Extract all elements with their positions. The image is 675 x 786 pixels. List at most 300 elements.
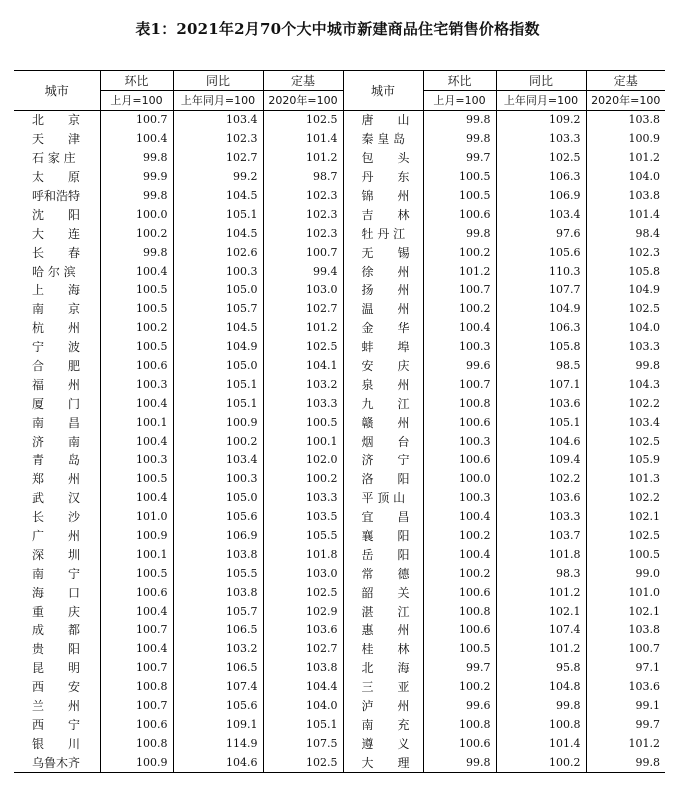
yoy-right-cell: 98.3 bbox=[496, 564, 586, 583]
fixed-left-cell: 103.5 bbox=[263, 508, 343, 527]
city-left-cell: 宁 波 bbox=[32, 340, 81, 355]
city-left-cell: 昆 明 bbox=[32, 661, 81, 676]
city-left-cell: 杭 州 bbox=[32, 321, 81, 336]
fixed-right-cell: 99.8 bbox=[586, 357, 665, 376]
table-row bbox=[14, 243, 665, 262]
fixed-right-cell: 102.5 bbox=[586, 432, 665, 451]
city-left-cell: 银 川 bbox=[32, 736, 81, 751]
fixed-left-cell: 103.8 bbox=[263, 659, 343, 678]
city-left-cell: 南 京 bbox=[32, 302, 81, 317]
fixed-left-cell: 104.1 bbox=[263, 357, 343, 376]
fixed-left-cell: 101.4 bbox=[263, 130, 343, 149]
fixed-right-cell: 100.5 bbox=[586, 545, 665, 564]
city-right-cell: 扬 州 bbox=[343, 281, 423, 300]
yoy-right-cell: 101.8 bbox=[496, 545, 586, 564]
fixed-base-left: 2020年=100 bbox=[263, 91, 343, 111]
city-left-cell: 福 州 bbox=[32, 377, 81, 392]
mom-left-cell: 100.7 bbox=[100, 621, 173, 640]
fixed-right-cell: 99.1 bbox=[586, 697, 665, 716]
mom-left-cell: 100.5 bbox=[100, 281, 173, 300]
table-title: 表1：2021年2月70个大中城市新建商品住宅销售价格指数 bbox=[135, 20, 540, 38]
fixed-right-cell: 104.0 bbox=[586, 168, 665, 187]
city-right-cell: 南 充 bbox=[343, 716, 423, 735]
city-right-cell: 岳 阳 bbox=[343, 545, 423, 564]
fixed-left-cell: 105.1 bbox=[263, 716, 343, 735]
table-row bbox=[14, 149, 665, 168]
city-right-cell: 三 亚 bbox=[343, 678, 423, 697]
yoy-right-cell: 100.2 bbox=[496, 753, 586, 772]
yoy-right-cell: 99.8 bbox=[496, 697, 586, 716]
table-row bbox=[14, 413, 665, 432]
mom-base-right: 上月=100 bbox=[423, 91, 496, 111]
mom-right-cell: 100.6 bbox=[423, 734, 496, 753]
yoy-right-cell: 102.2 bbox=[496, 470, 586, 489]
yoy-left-cell: 106.5 bbox=[173, 621, 263, 640]
yoy-left-cell: 106.9 bbox=[173, 527, 263, 546]
mom-right-cell: 100.6 bbox=[423, 205, 496, 224]
fixed-right-cell: 103.8 bbox=[586, 621, 665, 640]
city-right-cell: 温 州 bbox=[343, 300, 423, 319]
city-left-cell: 重 庆 bbox=[32, 604, 81, 619]
table-row bbox=[14, 640, 665, 659]
table-row bbox=[14, 583, 665, 602]
mom-left-cell: 100.9 bbox=[100, 527, 173, 546]
mom-right-cell: 100.3 bbox=[423, 489, 496, 508]
yoy-left-cell: 105.1 bbox=[173, 205, 263, 224]
city-left-cell: 合 肥 bbox=[32, 359, 81, 374]
mom-right-cell: 100.7 bbox=[423, 375, 496, 394]
yoy-left-cell: 103.4 bbox=[173, 451, 263, 470]
yoy-right-cell: 102.1 bbox=[496, 602, 586, 621]
fixed-left-cell: 101.2 bbox=[263, 149, 343, 168]
mom-right-cell: 99.8 bbox=[423, 224, 496, 243]
fixed-right-cell: 102.5 bbox=[586, 300, 665, 319]
fixed-right-cell: 103.4 bbox=[586, 413, 665, 432]
yoy-left-cell: 106.5 bbox=[173, 659, 263, 678]
table-row bbox=[14, 224, 665, 243]
fixed-base-right: 2020年=100 bbox=[586, 91, 665, 111]
fixed-right-cell: 103.8 bbox=[586, 187, 665, 206]
mom-right-cell: 99.8 bbox=[423, 130, 496, 149]
city-left-cell: 乌鲁木齐 bbox=[14, 753, 100, 772]
city-header-right: 城市 bbox=[343, 71, 423, 111]
city-left-cell: 贵 阳 bbox=[32, 642, 81, 657]
yoy-right-cell: 104.9 bbox=[496, 300, 586, 319]
yoy-right-cell: 105.1 bbox=[496, 413, 586, 432]
yoy-right-cell: 104.8 bbox=[496, 678, 586, 697]
yoy-left-cell: 103.2 bbox=[173, 640, 263, 659]
city-right-cell: 常 德 bbox=[343, 564, 423, 583]
mom-right-cell: 100.5 bbox=[423, 168, 496, 187]
yoy-right-cell: 103.3 bbox=[496, 508, 586, 527]
city-right-cell: 金 华 bbox=[343, 319, 423, 338]
city-right-cell: 烟 台 bbox=[343, 432, 423, 451]
fixed-right-cell: 97.1 bbox=[586, 659, 665, 678]
mom-left-cell: 100.2 bbox=[100, 319, 173, 338]
city-header-left: 城市 bbox=[14, 71, 100, 111]
city-right-cell: 洛 阳 bbox=[343, 470, 423, 489]
fixed-right-cell: 102.2 bbox=[586, 394, 665, 413]
table-row bbox=[14, 168, 665, 187]
table-row bbox=[14, 697, 665, 716]
yoy-left-cell: 99.2 bbox=[173, 168, 263, 187]
mom-right-cell: 100.6 bbox=[423, 621, 496, 640]
mom-header-left: 环比 bbox=[100, 71, 173, 91]
city-right-cell: 湛 江 bbox=[343, 602, 423, 621]
mom-left-cell: 100.6 bbox=[100, 716, 173, 735]
yoy-right-cell: 107.7 bbox=[496, 281, 586, 300]
city-left-cell: 哈 尔 滨 bbox=[32, 264, 76, 279]
yoy-left-cell: 102.6 bbox=[173, 243, 263, 262]
city-left-cell: 石 家 庄 bbox=[32, 151, 76, 166]
table-row bbox=[14, 545, 665, 564]
fixed-right-cell: 99.0 bbox=[586, 564, 665, 583]
yoy-right-cell: 103.4 bbox=[496, 205, 586, 224]
city-right-cell: 徐 州 bbox=[343, 262, 423, 281]
mom-left-cell: 101.0 bbox=[100, 508, 173, 527]
table-row bbox=[14, 432, 665, 451]
yoy-left-cell: 100.3 bbox=[173, 262, 263, 281]
mom-header-right: 环比 bbox=[423, 71, 496, 91]
city-right-cell: 北 海 bbox=[343, 659, 423, 678]
table-row bbox=[14, 527, 665, 546]
table-row bbox=[14, 111, 665, 130]
city-right-cell: 宜 昌 bbox=[343, 508, 423, 527]
mom-right-cell: 99.7 bbox=[423, 659, 496, 678]
yoy-right-cell: 106.3 bbox=[496, 168, 586, 187]
yoy-left-cell: 105.5 bbox=[173, 564, 263, 583]
mom-left-cell: 100.6 bbox=[100, 357, 173, 376]
yoy-left-cell: 105.7 bbox=[173, 300, 263, 319]
mom-right-cell: 100.2 bbox=[423, 243, 496, 262]
yoy-base-right: 上年同月=100 bbox=[496, 91, 586, 111]
fixed-right-cell: 101.4 bbox=[586, 205, 665, 224]
city-left-cell: 兰 州 bbox=[32, 699, 81, 714]
mom-right-cell: 100.6 bbox=[423, 451, 496, 470]
mom-left-cell: 100.7 bbox=[100, 697, 173, 716]
yoy-right-cell: 109.4 bbox=[496, 451, 586, 470]
mom-right-cell: 100.2 bbox=[423, 678, 496, 697]
mom-left-cell: 100.0 bbox=[100, 205, 173, 224]
table-row bbox=[14, 281, 665, 300]
fixed-right-cell: 104.3 bbox=[586, 375, 665, 394]
yoy-right-cell: 100.8 bbox=[496, 716, 586, 735]
fixed-right-cell: 98.4 bbox=[586, 224, 665, 243]
city-right-cell: 襄 阳 bbox=[343, 527, 423, 546]
city-right-cell: 泸 州 bbox=[343, 697, 423, 716]
yoy-left-cell: 105.7 bbox=[173, 602, 263, 621]
fixed-right-cell: 103.6 bbox=[586, 678, 665, 697]
fixed-left-cell: 103.0 bbox=[263, 564, 343, 583]
fixed-right-cell: 102.5 bbox=[586, 527, 665, 546]
city-left-cell: 济 南 bbox=[32, 434, 81, 449]
yoy-left-cell: 102.7 bbox=[173, 149, 263, 168]
yoy-right-cell: 95.8 bbox=[496, 659, 586, 678]
city-left-cell: 长 沙 bbox=[32, 510, 81, 525]
fixed-left-cell: 100.1 bbox=[263, 432, 343, 451]
mom-right-cell: 100.2 bbox=[423, 564, 496, 583]
table-row bbox=[14, 621, 665, 640]
table-row bbox=[14, 130, 665, 149]
table-row bbox=[14, 375, 665, 394]
yoy-left-cell: 105.1 bbox=[173, 375, 263, 394]
mom-left-cell: 100.1 bbox=[100, 413, 173, 432]
fixed-right-cell: 101.0 bbox=[586, 583, 665, 602]
fixed-left-cell: 98.7 bbox=[263, 168, 343, 187]
table-row bbox=[14, 357, 665, 376]
mom-left-cell: 100.5 bbox=[100, 470, 173, 489]
mom-right-cell: 99.8 bbox=[423, 753, 496, 772]
fixed-left-cell: 104.4 bbox=[263, 678, 343, 697]
table-row bbox=[14, 678, 665, 697]
fixed-right-cell: 100.7 bbox=[586, 640, 665, 659]
yoy-right-cell: 110.3 bbox=[496, 262, 586, 281]
yoy-right-cell: 107.1 bbox=[496, 375, 586, 394]
yoy-left-cell: 105.6 bbox=[173, 697, 263, 716]
mom-left-cell: 100.4 bbox=[100, 489, 173, 508]
table-row bbox=[14, 659, 665, 678]
yoy-right-cell: 101.2 bbox=[496, 583, 586, 602]
city-left-cell: 呼和浩特 bbox=[32, 189, 81, 203]
mom-right-cell: 100.2 bbox=[423, 527, 496, 546]
fixed-right-cell: 101.2 bbox=[586, 149, 665, 168]
fixed-right-cell: 105.9 bbox=[586, 451, 665, 470]
mom-right-cell: 100.4 bbox=[423, 319, 496, 338]
city-left-cell: 大 连 bbox=[32, 226, 81, 241]
yoy-right-cell: 98.5 bbox=[496, 357, 586, 376]
city-left-cell: 广 州 bbox=[32, 529, 81, 544]
mom-left-cell: 100.5 bbox=[100, 564, 173, 583]
mom-left-cell: 100.3 bbox=[100, 451, 173, 470]
mom-left-cell: 99.9 bbox=[100, 168, 173, 187]
fixed-left-cell: 102.7 bbox=[263, 300, 343, 319]
table-row bbox=[14, 319, 665, 338]
fixed-left-cell: 103.2 bbox=[263, 375, 343, 394]
yoy-left-cell: 109.1 bbox=[173, 716, 263, 735]
fixed-right-cell: 103.3 bbox=[586, 338, 665, 357]
fixed-header-right: 定基 bbox=[586, 71, 665, 91]
city-right-cell: 九 江 bbox=[343, 394, 423, 413]
fixed-left-cell: 102.3 bbox=[263, 205, 343, 224]
table-row bbox=[14, 451, 665, 470]
yoy-left-cell: 103.4 bbox=[173, 111, 263, 130]
yoy-right-cell: 97.6 bbox=[496, 224, 586, 243]
yoy-left-cell: 100.3 bbox=[173, 470, 263, 489]
fixed-right-cell: 102.3 bbox=[586, 243, 665, 262]
yoy-left-cell: 102.3 bbox=[173, 130, 263, 149]
mom-right-cell: 100.2 bbox=[423, 300, 496, 319]
yoy-left-cell: 105.0 bbox=[173, 281, 263, 300]
yoy-right-cell: 105.8 bbox=[496, 338, 586, 357]
yoy-right-cell: 104.6 bbox=[496, 432, 586, 451]
fixed-left-cell: 104.0 bbox=[263, 697, 343, 716]
city-left-cell: 西 宁 bbox=[32, 717, 81, 732]
city-left-cell: 深 圳 bbox=[32, 547, 81, 562]
mom-left-cell: 100.3 bbox=[100, 375, 173, 394]
mom-left-cell: 100.4 bbox=[100, 262, 173, 281]
table-row bbox=[14, 205, 665, 224]
mom-left-cell: 99.8 bbox=[100, 187, 173, 206]
fixed-left-cell: 107.5 bbox=[263, 734, 343, 753]
yoy-left-cell: 104.5 bbox=[173, 187, 263, 206]
city-right-cell: 平 顶 山 bbox=[343, 489, 423, 508]
fixed-left-cell: 102.7 bbox=[263, 640, 343, 659]
mom-left-cell: 100.2 bbox=[100, 224, 173, 243]
mom-left-cell: 100.8 bbox=[100, 734, 173, 753]
table-row bbox=[14, 394, 665, 413]
fixed-left-cell: 102.3 bbox=[263, 224, 343, 243]
yoy-left-cell: 105.0 bbox=[173, 489, 263, 508]
yoy-left-cell: 100.2 bbox=[173, 432, 263, 451]
fixed-right-cell: 103.8 bbox=[586, 111, 665, 130]
yoy-right-cell: 106.9 bbox=[496, 187, 586, 206]
fixed-left-cell: 102.9 bbox=[263, 602, 343, 621]
city-right-cell: 韶 关 bbox=[343, 583, 423, 602]
yoy-right-cell: 109.2 bbox=[496, 111, 586, 130]
mom-left-cell: 100.4 bbox=[100, 130, 173, 149]
fixed-right-cell: 101.3 bbox=[586, 470, 665, 489]
yoy-right-cell: 103.7 bbox=[496, 527, 586, 546]
fixed-left-cell: 103.0 bbox=[263, 281, 343, 300]
mom-right-cell: 100.4 bbox=[423, 508, 496, 527]
mom-right-cell: 101.2 bbox=[423, 262, 496, 281]
fixed-left-cell: 101.8 bbox=[263, 545, 343, 564]
city-left-cell: 厦 门 bbox=[32, 396, 81, 411]
table-row bbox=[14, 753, 665, 772]
fixed-left-cell: 100.5 bbox=[263, 413, 343, 432]
fixed-left-cell: 102.5 bbox=[263, 753, 343, 772]
fixed-left-cell: 102.3 bbox=[263, 187, 343, 206]
table-row bbox=[14, 716, 665, 735]
city-left-cell: 天 津 bbox=[32, 132, 81, 147]
city-left-cell: 上 海 bbox=[32, 283, 81, 298]
city-right-cell: 泉 州 bbox=[343, 375, 423, 394]
fixed-right-cell: 102.1 bbox=[586, 508, 665, 527]
mom-left-cell: 100.4 bbox=[100, 602, 173, 621]
fixed-left-cell: 100.7 bbox=[263, 243, 343, 262]
mom-left-cell: 100.6 bbox=[100, 583, 173, 602]
fixed-right-cell: 99.7 bbox=[586, 716, 665, 735]
yoy-left-cell: 104.5 bbox=[173, 224, 263, 243]
yoy-left-cell: 107.4 bbox=[173, 678, 263, 697]
mom-left-cell: 99.8 bbox=[100, 149, 173, 168]
mom-left-cell: 100.5 bbox=[100, 300, 173, 319]
mom-right-cell: 100.3 bbox=[423, 432, 496, 451]
fixed-right-cell: 100.9 bbox=[586, 130, 665, 149]
city-right-cell: 锦 州 bbox=[343, 187, 423, 206]
mom-left-cell: 100.7 bbox=[100, 659, 173, 678]
yoy-right-cell: 101.2 bbox=[496, 640, 586, 659]
mom-right-cell: 100.5 bbox=[423, 640, 496, 659]
yoy-header-left: 同比 bbox=[173, 71, 263, 91]
mom-left-cell: 100.4 bbox=[100, 432, 173, 451]
city-right-cell: 丹 东 bbox=[343, 168, 423, 187]
mom-right-cell: 100.5 bbox=[423, 187, 496, 206]
table-row bbox=[14, 564, 665, 583]
price-index-table bbox=[14, 70, 665, 773]
city-left-cell: 成 都 bbox=[32, 623, 81, 638]
mom-right-cell: 100.0 bbox=[423, 470, 496, 489]
fixed-right-cell: 102.1 bbox=[586, 602, 665, 621]
city-left-cell: 沈 阳 bbox=[32, 207, 81, 222]
mom-right-cell: 99.8 bbox=[423, 111, 496, 130]
yoy-left-cell: 105.1 bbox=[173, 394, 263, 413]
fixed-left-cell: 102.5 bbox=[263, 111, 343, 130]
city-left-cell: 南 宁 bbox=[32, 566, 81, 581]
yoy-right-cell: 101.4 bbox=[496, 734, 586, 753]
table-row bbox=[14, 262, 665, 281]
table-row bbox=[14, 508, 665, 527]
city-right-cell: 惠 州 bbox=[343, 621, 423, 640]
fixed-left-cell: 101.2 bbox=[263, 319, 343, 338]
fixed-right-cell: 99.8 bbox=[586, 753, 665, 772]
mom-left-cell: 99.8 bbox=[100, 243, 173, 262]
fixed-header-left: 定基 bbox=[263, 71, 343, 91]
yoy-right-cell: 105.6 bbox=[496, 243, 586, 262]
fixed-right-cell: 101.2 bbox=[586, 734, 665, 753]
mom-left-cell: 100.5 bbox=[100, 338, 173, 357]
yoy-left-cell: 114.9 bbox=[173, 734, 263, 753]
yoy-right-cell: 103.3 bbox=[496, 130, 586, 149]
city-right-cell: 吉 林 bbox=[343, 205, 423, 224]
mom-right-cell: 100.8 bbox=[423, 716, 496, 735]
city-left-cell: 武 汉 bbox=[32, 491, 81, 506]
yoy-left-cell: 103.8 bbox=[173, 583, 263, 602]
yoy-right-cell: 103.6 bbox=[496, 394, 586, 413]
city-right-cell: 蚌 埠 bbox=[343, 338, 423, 357]
city-left-cell: 南 昌 bbox=[32, 415, 81, 430]
fixed-right-cell: 102.2 bbox=[586, 489, 665, 508]
yoy-left-cell: 100.9 bbox=[173, 413, 263, 432]
mom-right-cell: 99.6 bbox=[423, 697, 496, 716]
mom-right-cell: 99.7 bbox=[423, 149, 496, 168]
yoy-left-cell: 104.6 bbox=[173, 753, 263, 772]
yoy-left-cell: 104.5 bbox=[173, 319, 263, 338]
fixed-left-cell: 105.5 bbox=[263, 527, 343, 546]
mom-right-cell: 100.6 bbox=[423, 583, 496, 602]
yoy-header-right: 同比 bbox=[496, 71, 586, 91]
yoy-base-left: 上年同月=100 bbox=[173, 91, 263, 111]
mom-right-cell: 100.4 bbox=[423, 545, 496, 564]
mom-right-cell: 100.8 bbox=[423, 394, 496, 413]
mom-left-cell: 100.8 bbox=[100, 678, 173, 697]
mom-base-left: 上月=100 bbox=[100, 91, 173, 111]
yoy-right-cell: 102.5 bbox=[496, 149, 586, 168]
fixed-left-cell: 103.3 bbox=[263, 489, 343, 508]
yoy-left-cell: 103.8 bbox=[173, 545, 263, 564]
mom-right-cell: 100.8 bbox=[423, 602, 496, 621]
city-right-cell: 秦 皇 岛 bbox=[343, 130, 423, 149]
mom-right-cell: 100.3 bbox=[423, 338, 496, 357]
city-right-cell: 牡 丹 江 bbox=[343, 224, 423, 243]
mom-left-cell: 100.4 bbox=[100, 640, 173, 659]
city-right-cell: 大 理 bbox=[343, 753, 423, 772]
fixed-right-cell: 104.0 bbox=[586, 319, 665, 338]
fixed-left-cell: 99.4 bbox=[263, 262, 343, 281]
city-left-cell: 西 安 bbox=[32, 680, 81, 695]
mom-right-cell: 100.6 bbox=[423, 413, 496, 432]
city-left-cell: 海 口 bbox=[32, 585, 81, 600]
yoy-right-cell: 107.4 bbox=[496, 621, 586, 640]
yoy-left-cell: 105.6 bbox=[173, 508, 263, 527]
city-left-cell: 长 春 bbox=[32, 245, 81, 260]
table-row bbox=[14, 602, 665, 621]
table-row bbox=[14, 300, 665, 319]
fixed-left-cell: 102.5 bbox=[263, 583, 343, 602]
mom-left-cell: 100.7 bbox=[100, 111, 173, 130]
table-row bbox=[14, 734, 665, 753]
table-row bbox=[14, 338, 665, 357]
